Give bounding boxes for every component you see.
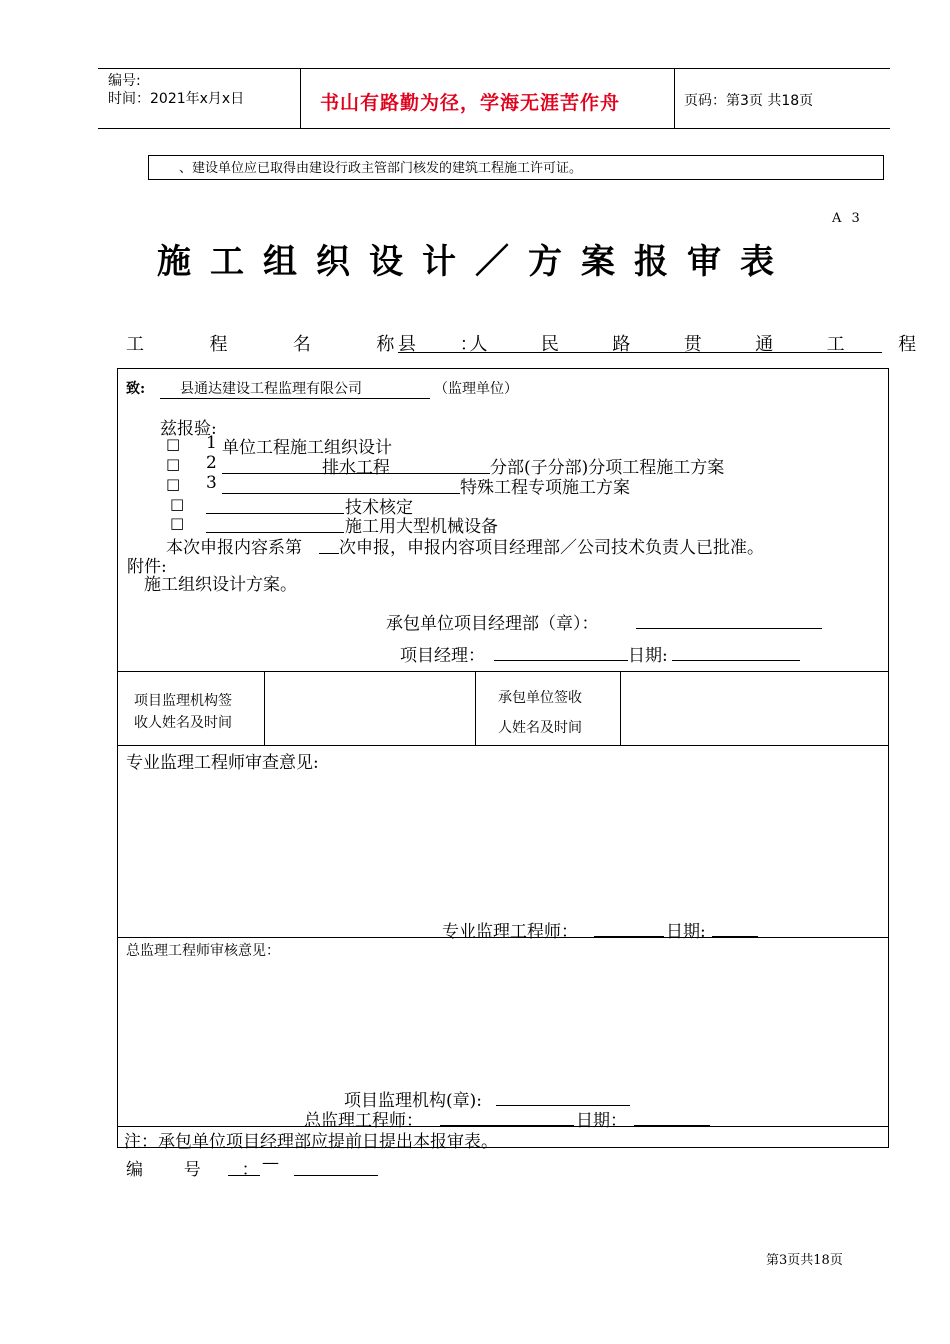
contractor-sign-label: [498, 683, 582, 743]
footer-page: 第3页共18页: [766, 1253, 843, 1268]
label-line: 项目监理机构签: [134, 693, 232, 709]
serial-label: 编 号 ：: [126, 1160, 269, 1180]
date-label: 日期:: [628, 646, 668, 666]
org-seal-label: 项目监理机构(章):: [344, 1091, 482, 1111]
sign-divider: [620, 671, 621, 745]
header-divider: [300, 69, 301, 128]
pm-label: 项目经理：: [400, 646, 485, 666]
serial-blank-1[interactable]: [228, 1155, 260, 1176]
label-line: 承包单位签收: [498, 690, 582, 706]
engineer-sign-blank[interactable]: [594, 916, 664, 937]
header-page: 页码：第3页 共18页: [684, 93, 814, 109]
sign-divider: [264, 671, 265, 745]
serial-blank-2[interactable]: [294, 1155, 378, 1176]
item-blank[interactable]: [206, 512, 344, 533]
header-motto: 书山有路勤为径，学海无涯苦作舟: [320, 92, 621, 114]
checkbox-item-5[interactable]: □: [170, 514, 185, 532]
date-blank[interactable]: [672, 640, 800, 661]
pm-blank[interactable]: [494, 640, 628, 661]
form-code: A 3: [832, 211, 863, 226]
header-top-rule: [98, 68, 890, 69]
supervisor-unit: 县通达建设工程监理有限公司: [160, 378, 430, 399]
label-line: 人姓名及时间: [498, 720, 582, 736]
header-time: 时间：2021年x月x日: [108, 91, 245, 107]
item-label: 单位工程施工组织设计: [222, 438, 392, 458]
item-prefix: 1: [206, 433, 217, 453]
label-line: 收人姓名及时间: [134, 715, 232, 731]
form-rule: [117, 671, 888, 672]
form-rule: [117, 745, 888, 746]
engineer-sign-label: 专业监理工程师：: [442, 922, 578, 942]
item-prefix: 2: [206, 453, 217, 473]
date-blank[interactable]: [634, 1105, 710, 1126]
item-prefix: 3: [206, 473, 217, 493]
attach-label: 附件:: [127, 557, 167, 577]
date-label: 日期：: [576, 1111, 627, 1131]
engineer-opinion-label: 专业监理工程师审查意见:: [126, 753, 319, 773]
chief-sign-label: 总监理工程师：: [304, 1111, 423, 1131]
header-bottom-rule: [98, 128, 890, 129]
project-name: 县 人 民 路 贯 通 工 程: [398, 330, 882, 353]
item-label: 技术核定: [345, 498, 413, 518]
checkbox-item-2[interactable]: □: [166, 455, 181, 473]
date-blank[interactable]: [712, 916, 758, 937]
attach-content: 施工组织设计方案。: [144, 575, 297, 595]
to-label: 致:: [126, 381, 146, 397]
declaration-start: 本次申报内容系第: [166, 538, 302, 558]
org-seal-blank[interactable]: [496, 1085, 630, 1106]
page-title: 施工组织设计／方案报审表: [157, 242, 793, 282]
chief-opinion-label: 总监理工程师审核意见：: [126, 943, 280, 959]
item-blank[interactable]: [206, 493, 344, 514]
submission-count-blank[interactable]: [319, 533, 339, 554]
chief-sign-blank[interactable]: [440, 1105, 574, 1126]
item-label: 施工用大型机械设备: [345, 517, 498, 537]
permit-note: 、建设单位应已取得由建设行政主管部门核发的建筑工程施工许可证。: [148, 155, 884, 180]
header-divider: [674, 69, 675, 128]
checkbox-item-4[interactable]: □: [170, 495, 185, 513]
item-filled-value[interactable]: 排水工程: [222, 453, 490, 474]
header-number: 编号:: [108, 73, 141, 89]
item-label: 分部(子分部)分项工程施工方案: [490, 458, 725, 478]
declaration-end: 次申报，申报内容项目经理部／公司技术负责人已批准。: [339, 538, 764, 558]
footnote: 注：承包单位项目经理部应提前日提出本报审表。: [124, 1132, 498, 1152]
supervisor-suffix: （监理单位）: [434, 381, 518, 397]
project-label: 工 程 名 称 ：: [126, 334, 496, 355]
checkbox-item-1[interactable]: □: [166, 435, 181, 453]
sign-divider: [475, 671, 476, 745]
contractor-seal-blank[interactable]: [636, 608, 822, 629]
checkbox-item-3[interactable]: □: [166, 475, 181, 493]
item-label: 特殊工程专项施工方案: [460, 478, 630, 498]
contractor-dept-label: 承包单位项目经理部（章）：: [386, 614, 599, 634]
item-blank[interactable]: [222, 473, 460, 494]
date-label: 日期:: [666, 922, 706, 942]
serial-dash: —: [262, 1153, 279, 1173]
submit-intro: 兹报验:: [160, 419, 217, 439]
supervisor-sign-label: [134, 690, 232, 734]
